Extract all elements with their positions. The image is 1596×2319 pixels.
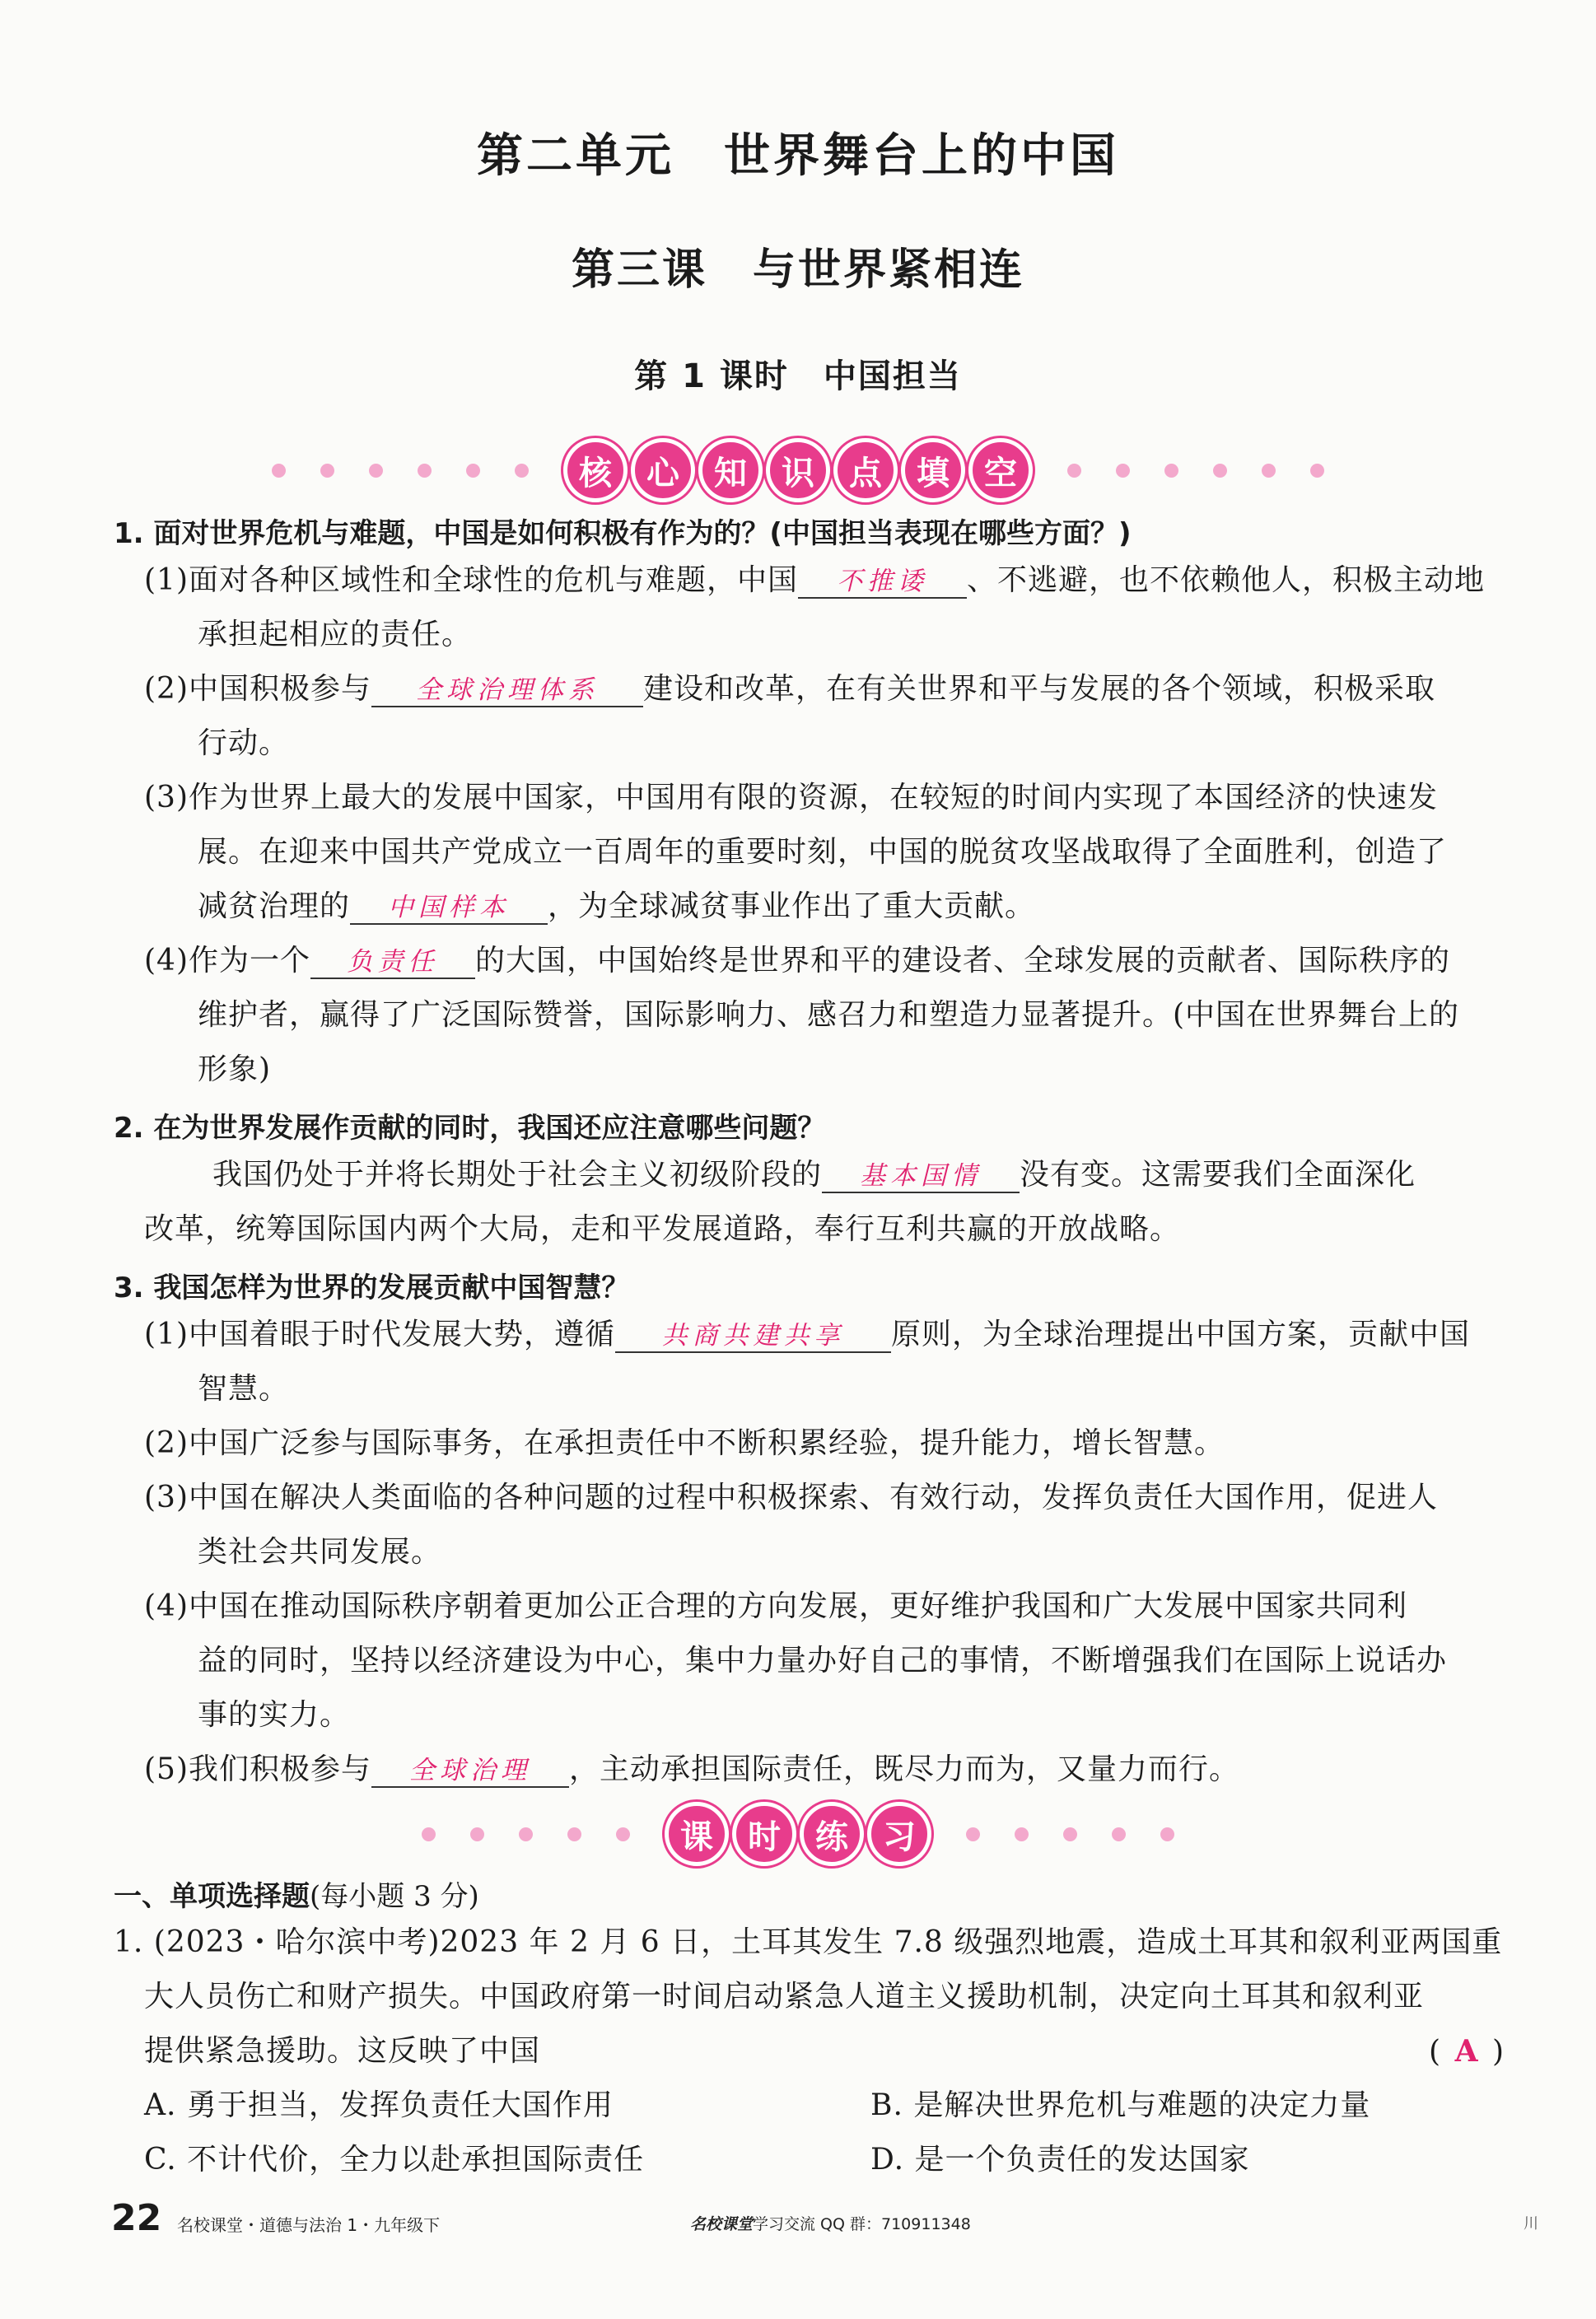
q1-item-1-line-1: (1)面对各种区域性和全球性的危机与难题，中国 不推诿 、不逃避，也不依赖他人，积极主动地 <box>144 563 1486 597</box>
q2-line-1: 我国仍处于并将长期处于社会主义初级阶段的 基本国情 没有变。这需要我们全面深化 <box>212 1158 1416 1192</box>
mc1-option-d[interactable]: D. 是一个负责任的发达国家 <box>870 2143 1250 2177</box>
q3-item-3-line-1: (3)中国在解决人类面临的各种问题的过程中积极探索、有效行动，发挥负责任大国作用，促进人 <box>144 1481 1438 1514</box>
q1-item-3-line-3: 减贫治理的 中国样本 ，为全球减贫事业作出了重大贡献。 <box>198 889 1036 923</box>
section-heading: 一、单项选择题(每小题 3 分) <box>114 1880 479 1913</box>
q3-item-3-line-2: 类社会共同发展。 <box>198 1535 442 1569</box>
q3-item-4-line-1: (4)中国在推动国际秩序朝着更加公正合理的方向发展，更好维护我国和广大发展中国家共同利 <box>144 1589 1407 1623</box>
mc1-option-c[interactable]: C. 不计代价，全力以赴承担国际责任 <box>144 2143 645 2177</box>
banner-dots-left <box>422 1827 630 1841</box>
mc1-option-a[interactable]: A. 勇于担当，发挥负责任大国作用 <box>144 2088 614 2122</box>
fill-blank[interactable]: 全球治理 <box>371 1755 569 1788</box>
q1-item-1-line-2: 承担起相应的责任。 <box>198 618 473 651</box>
banner-char: 习 <box>867 1802 931 1866</box>
page-number: 22 <box>111 2197 162 2239</box>
q3-item-1-line-2: 智慧。 <box>198 1372 290 1406</box>
banner-char: 核 <box>563 438 628 502</box>
q1-item-3-line-2: 展。在迎来中国共产党成立一百周年的重要时刻，中国的脱贫攻坚战取得了全面胜利，创造了 <box>198 835 1448 869</box>
q1-item-4-line-1: (4)作为一个 负责任 的大国，中国始终是世界和平的建设者、全球发展的贡献者、国际秩序的 <box>144 944 1451 978</box>
banner-title <box>563 438 1033 502</box>
q3-item-4-line-3: 事的实力。 <box>198 1698 351 1732</box>
banner-char: 心 <box>631 438 695 502</box>
page-footer <box>0 2197 1596 2247</box>
practice-banner <box>0 1802 1596 1866</box>
banner-char: 课 <box>665 1802 729 1866</box>
fill-blank[interactable]: 共商共建共享 <box>615 1320 891 1353</box>
fill-blank[interactable]: 不推诿 <box>798 566 967 599</box>
q1-item-4-line-3: 形象) <box>198 1052 272 1086</box>
sub-title: 第 1 课时 中国担当 <box>634 357 962 395</box>
q1-item-3-line-1: (3)作为世界上最大的发展中国家，中国用有限的资源，在较短的时间内实现了本国经济的快速发 <box>144 781 1438 814</box>
unit-title: 第二单元 世界舞台上的中国 <box>477 129 1119 183</box>
question-1-title: 1. 面对世界危机与难题，中国是如何积极有作为的？(中国担当表现在哪些方面？) <box>114 517 1132 550</box>
question-2-title: 2. 在为世界发展作贡献的同时，我国还应注意哪些问题？ <box>114 1112 826 1145</box>
q1-item-4-line-2: 维护者，赢得了广泛国际赞誉，国际影响力、感召力和塑造力显著提升。(中国在世界舞台上的 <box>198 998 1460 1032</box>
banner-char: 知 <box>698 438 763 502</box>
banner-dots-right <box>1067 464 1324 478</box>
q3-item-2: (2)中国广泛参与国际事务，在承担责任中不断积累经验，提升能力，增长智慧。 <box>144 1426 1225 1460</box>
banner-char: 空 <box>968 438 1033 502</box>
q3-item-5: (5)我们积极参与 全球治理 ，主动承担国际责任，既尽力而为，又量力而行。 <box>144 1752 1240 1786</box>
book-title: 名校课堂・道德与法治 1・九年级下 <box>177 2215 441 2235</box>
qq-group-info: 名校课堂学习交流 QQ 群：710911348 <box>690 2215 971 2233</box>
banner-char: 练 <box>800 1802 864 1866</box>
mc1-answer[interactable]: A <box>1454 2034 1479 2069</box>
core-knowledge-banner <box>0 438 1596 502</box>
fill-blank[interactable]: 全球治理体系 <box>371 674 643 707</box>
banner-char: 填 <box>901 438 965 502</box>
banner-char: 时 <box>732 1802 796 1866</box>
banner-dots-left <box>272 464 529 478</box>
mc1-stem-line-1: 1. (2023・哈尔滨中考)2023 年 2 月 6 日，土耳其发生 7.8 级强烈地震，造成土耳其和叙利亚两国重 <box>114 1925 1503 1959</box>
mc1-stem-line-3: 提供紧急援助。这反映了中国 <box>144 2034 541 2068</box>
q1-item-2-line-2: 行动。 <box>198 726 290 760</box>
banner-char: 点 <box>833 438 898 502</box>
mc1-option-b[interactable]: B. 是解决世界危机与难题的决定力量 <box>870 2088 1371 2122</box>
banner-title <box>665 1802 931 1866</box>
mc1-answer-bracket: ( A ) <box>1429 2034 1505 2069</box>
fill-blank[interactable]: 负责任 <box>310 946 475 979</box>
banner-dots-right <box>966 1827 1174 1841</box>
q2-line-2: 改革，统筹国际国内两个大局，走和平发展道路，奉行互利共赢的开放战略。 <box>144 1212 1181 1246</box>
fill-blank[interactable]: 基本国情 <box>822 1160 1020 1193</box>
q3-item-4-line-2: 益的同时，坚持以经济建设为中心，集中力量办好自己的事情，不断增强我们在国际上说话办 <box>198 1644 1448 1677</box>
corner-mark: 川 <box>1524 2215 1538 2233</box>
q1-item-2-line-1: (2)中国积极参与 全球治理体系 建设和改革，在有关世界和平与发展的各个领域，积极采取 <box>144 672 1436 706</box>
mc1-stem-line-2: 大人员伤亡和财产损失。中国政府第一时间启动紧急人道主义援助机制，决定向土耳其和叙利亚 <box>144 1980 1425 2013</box>
q3-item-1-line-1: (1)中国着眼于时代发展大势，遵循 共商共建共享 原则，为全球治理提出中国方案，贡献中国 <box>144 1318 1471 1351</box>
banner-char: 识 <box>766 438 830 502</box>
question-3-title: 3. 我国怎样为世界的发展贡献中国智慧？ <box>114 1271 630 1304</box>
fill-blank[interactable]: 中国样本 <box>350 892 548 925</box>
lesson-title: 第三课 与世界紧相连 <box>571 245 1024 295</box>
